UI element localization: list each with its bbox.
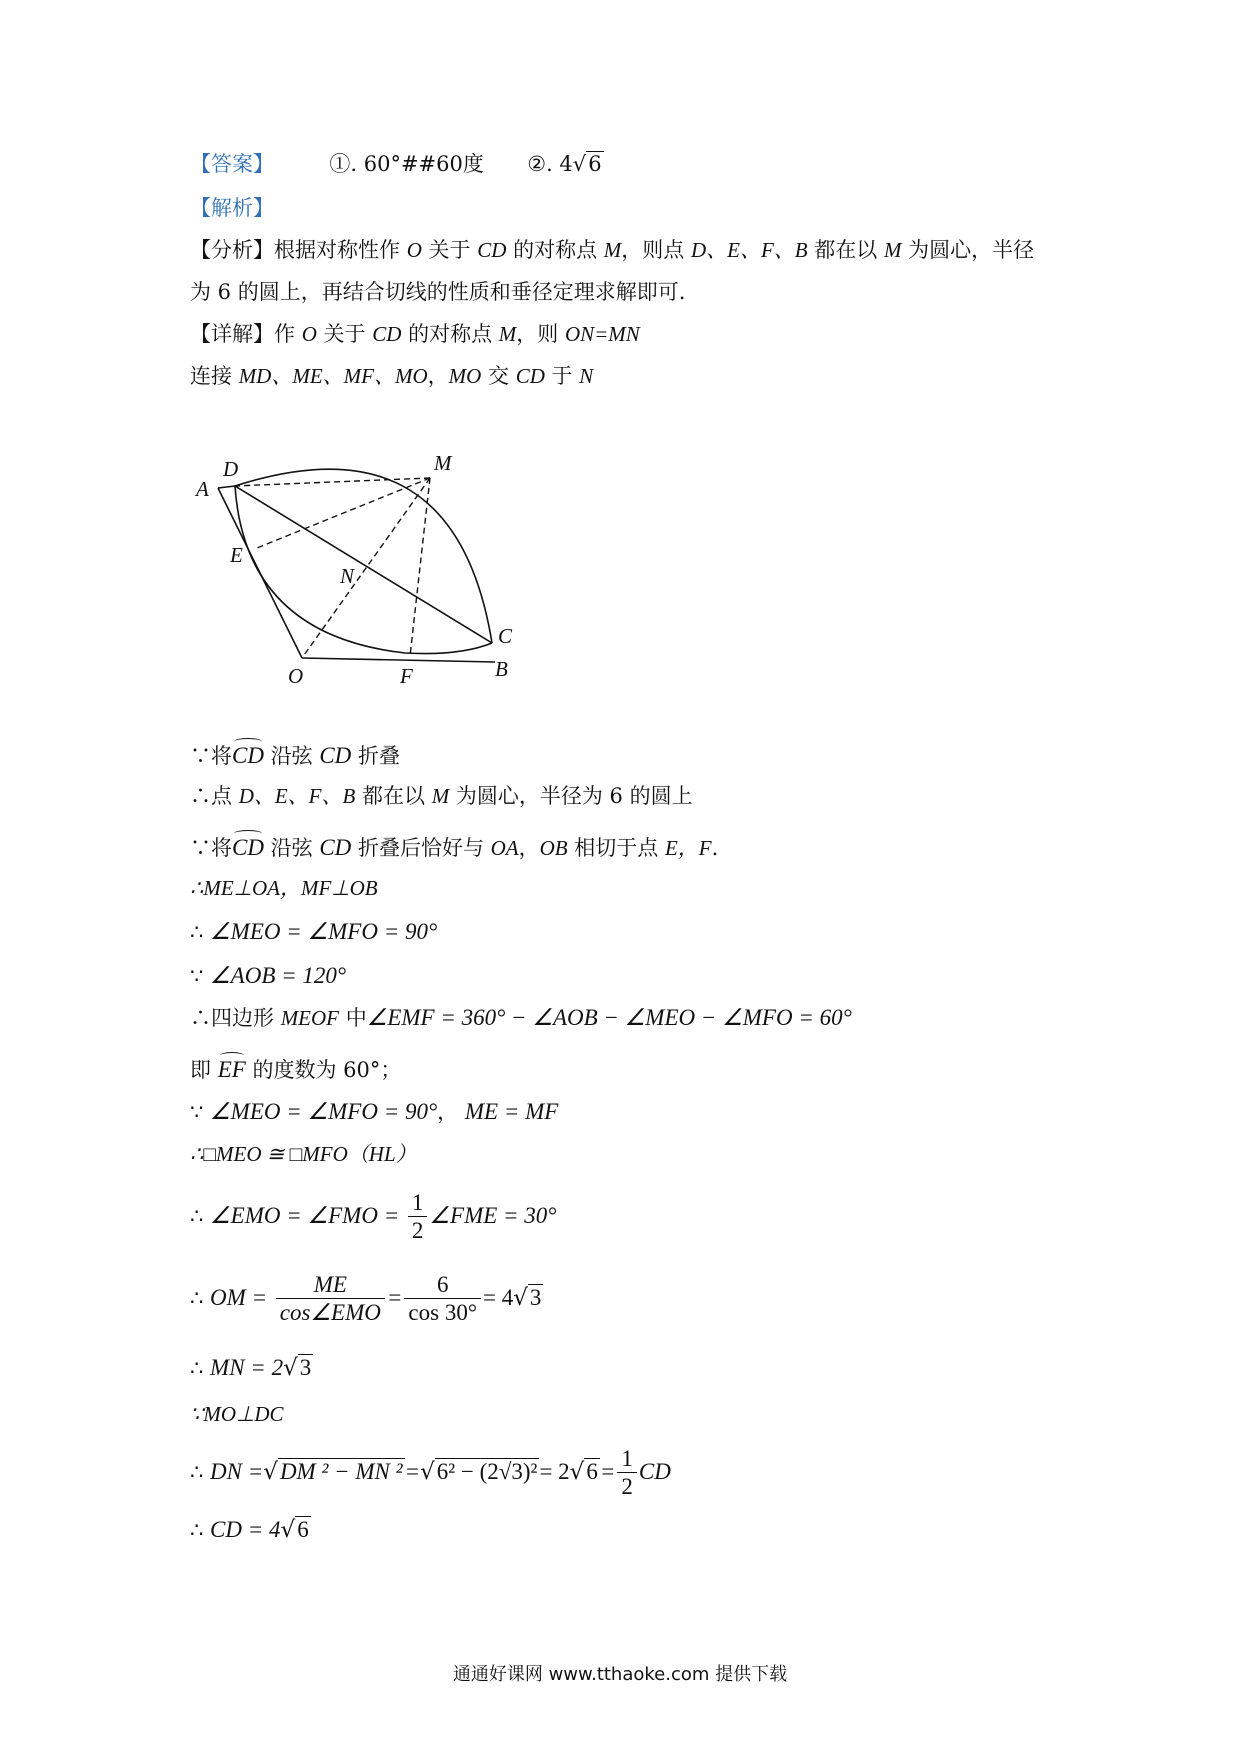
segment-MF (410, 478, 430, 656)
label-M: M (434, 451, 452, 475)
label-C: C (498, 624, 513, 648)
step-5: ∴ ∠MEO = ∠MFO = 90° (190, 919, 438, 944)
step-1: ∵将CD 沿弦 CD 折叠 (190, 738, 400, 770)
arc-DC-folded (235, 486, 492, 654)
label-D: D (223, 457, 239, 481)
segment-ME (257, 478, 430, 548)
step-10: ∴□MEO ≅ □MFO（HL） (190, 1142, 417, 1166)
segment-AD (218, 486, 235, 488)
answer-line (190, 152, 604, 177)
step-3: ∵将CD 沿弦 CD 折叠后恰好与 OA，OB 相切于点 E，F. (190, 830, 718, 862)
label-E: E (230, 543, 243, 567)
step-12: ∴ OM = $\frac{ME}{\text{cos∠EMO}}$ = $\frac{6}{\cos 30^\circ}$ = 4√3 (190, 1272, 542, 1326)
label-F: F (400, 664, 413, 688)
label-B: B (495, 657, 508, 681)
answer-part1: ①. 60°##60度 (329, 152, 484, 176)
geometry-figure (190, 440, 530, 690)
label-A: A (196, 477, 209, 501)
answer-part2: ②. 4√6 (527, 152, 602, 176)
chord-DC (235, 486, 492, 643)
analysis-line-2: 为 6 的圆上，再结合切线的性质和垂径定理求解即可. (190, 280, 686, 304)
step-4: ∴ME⊥OA，MF⊥OB (190, 876, 378, 900)
label-O: O (288, 664, 304, 688)
arc-mark (220, 1052, 244, 1059)
arc-mark (234, 830, 262, 837)
step-13: ∴ MN = 2√3 (190, 1355, 312, 1381)
step-14: ∵MO⊥DC (190, 1402, 284, 1426)
answer-label: 【答案】 (190, 152, 274, 176)
step-8: 即 EF 的度数为 60°； (190, 1052, 401, 1084)
arc-mark (234, 738, 262, 745)
step-7: ∴四边形 MEOF 中∠EMF = 360° − ∠AOB − ∠MEO − ∠MFO = 60° (190, 1005, 852, 1030)
detail-line-1: 【详解】作 O 关于 CD 的对称点 M，则 ON=MN (190, 322, 640, 346)
analysis-label: 【解析】 (190, 196, 274, 220)
arc-DC-outer (235, 469, 492, 643)
label-N: N (340, 564, 355, 588)
analysis-line-1: 【分析】根据对称性作 O 关于 CD 的对称点 M，则点 D、E、F、B 都在以 M 为圆心，半径 (190, 238, 1035, 262)
step-9: ∵ ∠MEO = ∠MFO = 90°， ME = MF (190, 1099, 559, 1124)
step-2: ∴点 D、E、F、B 都在以 M 为圆心，半径为 6 的圆上 (190, 784, 693, 808)
step-11: ∴ ∠EMO = ∠FMO = $\frac{1}{2}$ ∠FME = 30° (190, 1190, 557, 1244)
segment-MO (302, 478, 430, 658)
step-15: ∴ DN =√DM ² − MN ²=√6² − (2√3)²= 2√6= $\frac{1}{2}$ CD (190, 1446, 671, 1500)
step-16: ∴ CD = 4√6 (190, 1517, 309, 1543)
segment-OB (302, 658, 495, 662)
step-6: ∵ ∠AOB = 120° (190, 963, 347, 988)
detail-line-2: 连接 MD、ME、MF、MO，MO 交 CD 于 N (190, 364, 594, 388)
page-footer: 通通好课网 www.tthaoke.com 提供下载 (452, 1664, 788, 1685)
